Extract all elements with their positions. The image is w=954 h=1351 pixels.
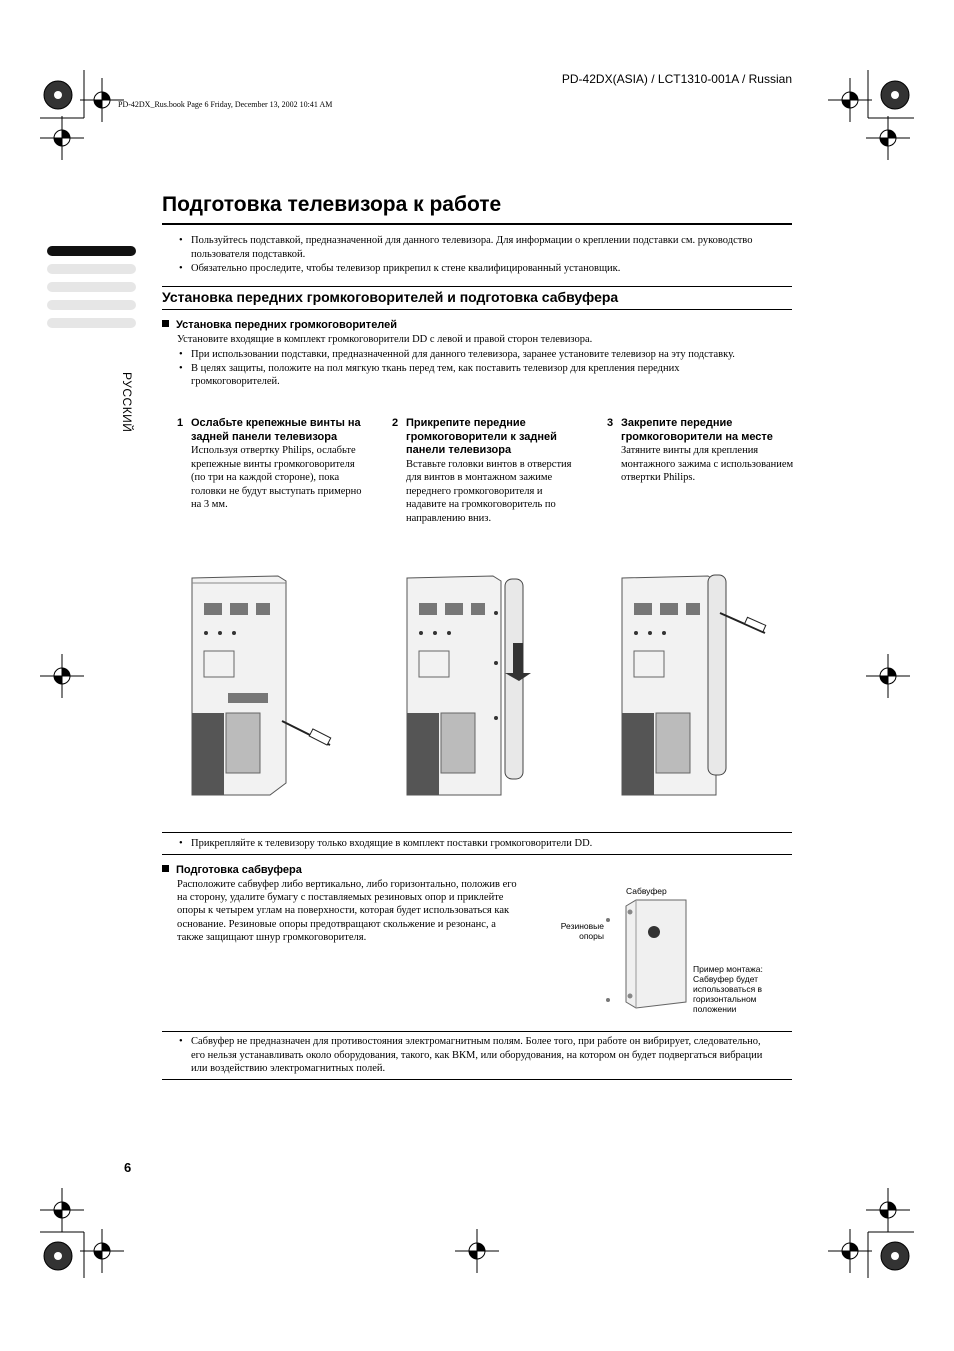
step-number: 2 xyxy=(392,417,399,429)
square-bullet-icon xyxy=(162,865,169,872)
title-underline xyxy=(162,223,792,225)
sidebar-tab xyxy=(47,318,136,328)
sidebar-tab xyxy=(47,300,136,310)
step-title: Прикрепите передние громкоговорители к задней панели телевизора xyxy=(406,417,557,456)
list-item: • Обязательно проследите, чтобы телевизор прикрепил к стене квалифицированный установщик. xyxy=(177,262,777,276)
list-item: • Пользуйтесь подставкой, предназначенной для данного телевизора. Для информации о креплении подставки см. руководство пользователя подставкой. xyxy=(177,234,777,261)
step-number: 3 xyxy=(607,417,614,429)
sidebar-tab xyxy=(47,264,136,274)
step-body: Затяните винты для крепления монтажного зажима с использованием отвертки Philips. xyxy=(621,445,794,483)
sidebar-language-label: РУССКИЙ xyxy=(120,372,134,433)
step-number: 1 xyxy=(177,417,184,429)
sidebar-tab xyxy=(47,282,136,292)
step-1 xyxy=(177,417,365,512)
rubber-feet-label: Резиновые опоры xyxy=(560,921,604,941)
header-book-info: PD-42DX_Rus.book Page 6 Friday, December 13, 2002 10:41 AM xyxy=(118,100,333,109)
section-title: Установка передних громкоговорителей и подготовка сабвуфера xyxy=(162,289,619,305)
tv-back-illustration-2 xyxy=(405,573,555,798)
section-rule-top xyxy=(162,286,792,287)
section-rule-bottom xyxy=(162,309,792,310)
note-rule-bottom xyxy=(162,854,792,855)
list-item: • Сабвуфер не предназначен для противостояния электромагнитным полям. Более того, при работе он вибрирует, следовательно, его нельзя устанавливать около оборудования, такого, как ВКМ, или оборудования, на котором он будет подвергаться вибрации или воздействию электромагнитных полей. xyxy=(177,1035,777,1076)
subwoofer-illustration xyxy=(604,898,694,1013)
list-item: • В целях защиты, положите на пол мягкую ткань перед тем, как поставить телевизор для крепления передних громкоговорителей. xyxy=(177,362,757,389)
note2-rule-top xyxy=(162,1031,792,1032)
subwoofer-label: Сабвуфер xyxy=(626,886,667,896)
step-title: Закрепите передние громкоговорители на месте xyxy=(621,417,773,443)
step-2 xyxy=(392,417,580,525)
mounting-example-label: Пример монтажа: Сабвуфер будет использоваться в горизонтальном положении xyxy=(693,964,763,1014)
speakers-note xyxy=(177,837,777,851)
sidebar-tab-active xyxy=(47,246,136,256)
subwoofer-body: Расположите сабвуфер либо вертикально, либо горизонтально, положив его на сторону, удалите бумагу с поставляемых резиновых опор и приклейте опоры к четырем углам на поверхности, которая будет использоваться как основание. Резиновые опоры предотвращают скольжение и резонанс, а также защищают шнур громкоговорителя. xyxy=(177,879,517,943)
list-item: • Прикрепляйте к телевизору только входящие в комплект поставки громкоговорители DD. xyxy=(177,837,777,851)
step-3 xyxy=(607,417,795,485)
step-title: Ослабьте крепежные винты на задней панели телевизора xyxy=(191,417,361,443)
header-model-line: PD-42DX(ASIA) / LCT1310-001A / Russian xyxy=(561,72,792,86)
step-body: Используя отвертку Philips, ослабьте крепежные винты громкоговорителя (по три на каждой стороне), пока головки не будут выступать примерно на 3 мм. xyxy=(191,445,362,510)
page-number: 6 xyxy=(124,1160,132,1175)
page-title: Подготовка телевизора к работе xyxy=(162,193,502,216)
tv-back-illustration-1 xyxy=(190,573,340,798)
subwoofer-note xyxy=(177,1035,777,1076)
list-item: • При использовании подставки, предназначенной для данного телевизора, заранее установите телевизор на эту подставку. xyxy=(177,348,757,362)
note2-rule-bottom xyxy=(162,1079,792,1080)
front-speakers-intro: Установите входящие в комплект громкоговорители DD с левой и правой сторон телевизора. xyxy=(177,334,593,345)
note-rule-top xyxy=(162,832,792,833)
subwoofer-heading: Подготовка сабвуфера xyxy=(162,864,302,876)
front-speakers-heading: Установка передних громкоговорителей xyxy=(162,319,397,331)
step-body: Вставьте головки винтов в отверстия для винтов в монтажном зажиме переднего громкоговорителя и надавите на громкоговоритель по направлению вниз. xyxy=(406,458,572,524)
front-speakers-bullets xyxy=(177,348,757,389)
square-bullet-icon xyxy=(162,320,169,327)
intro-bullets xyxy=(177,234,777,276)
tv-back-illustration-3 xyxy=(620,573,770,798)
